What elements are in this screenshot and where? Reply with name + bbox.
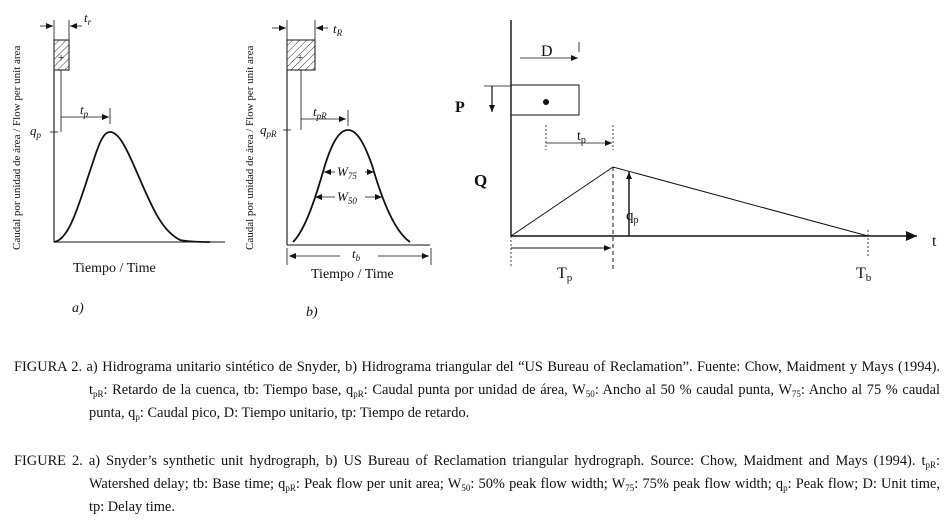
panel-b-w75-label: $W_{75}$ [337,164,357,181]
panel-c-centroid-dot [543,99,549,105]
panel-b-hydrograph-curve [293,130,410,242]
panel-b-y-axis-label: Caudal por unidad de área / Flow per unit area [244,45,256,250]
panel-b-x-axis-label: Tiempo / Time [311,267,394,282]
panel-a-label: a) [72,301,84,316]
panel-b-label: b) [306,305,318,320]
panel-a-x-axis-label: Tiempo / Time [73,261,156,276]
panel-c-P-label: P [455,99,465,116]
panel-b-usbr-hydrograph [244,20,431,320]
panel-b-plus-sign: + [297,52,304,64]
caption-english: FIGURE 2. a) Snyder’s synthetic unit hydrograph, b) US Bureau of Reclamation triangular hydrograph. Source: Chow, Maidment and Mays (1994). $t_{pR}$: Watershed delay; tb: Base time; $q_{pR}$: Peak flow per unit area; $W_{50}$: 50% peak flow width; $W_{75}$: 75% peak flow width; $q_p$: Peak flow; D: Unit time, tp: Delay time. [14,453,940,515]
panel-b-tR-label: $t_R$ [333,21,343,38]
panel-c-tp-label: $t_p$ [577,129,586,146]
panel-b-w50-label: $W_{50}$ [337,189,357,206]
panel-c-Tb-label: Tb [856,265,872,284]
caption-spanish: FIGURA 2. a) Hidrograma unitario sintético de Snyder, b) Hidrograma triangular del “US Bureau of Reclamation”. Fuente: Chow, Maidment y Mays (1994). $t_{pR}$: Retardo de la cuenca, tb: Tiempo base, $q_{pR}$: Caudal punta por unidad de área, $W_{50}$: Ancho al 50 % caudal punta, $W_{75}$: Ancho al 75 % caudal punta, $q_p$: Caudal pico, D: Tiempo unitario, tp: Tiempo de retardo. [14,359,940,422]
panel-a-tr-label: $t_r$ [84,10,92,27]
panel-b-tb-label: $t_b$ [352,246,361,263]
panel-a-qp-label: $q_p$ [30,123,41,140]
panel-a-hydrograph-curve [54,132,210,242]
panel-c-qp-label: $q_p$ [626,208,639,226]
panel-b-qpR-label: $q_{pR}$ [260,122,277,139]
panel-a-plus-sign: + [58,52,65,64]
panel-a-snyder-hydrograph [11,10,225,316]
panel-c-triangular-hydrograph [455,20,937,284]
panel-a-tp-label: $t_p$ [80,102,89,119]
panel-c-t-axis-label: t [932,233,937,250]
panel-c-triangle-hydrograph [511,167,868,236]
panel-b-tpR-label: $t_{pR}$ [313,104,327,121]
panel-c-Tp-label: Tp [557,265,573,284]
panel-c-Q-label: Q [474,171,488,190]
panel-a-y-axis-label: Caudal por unidad de área / Flow per unit area [11,45,23,250]
panel-c-D-label: D [541,43,553,60]
